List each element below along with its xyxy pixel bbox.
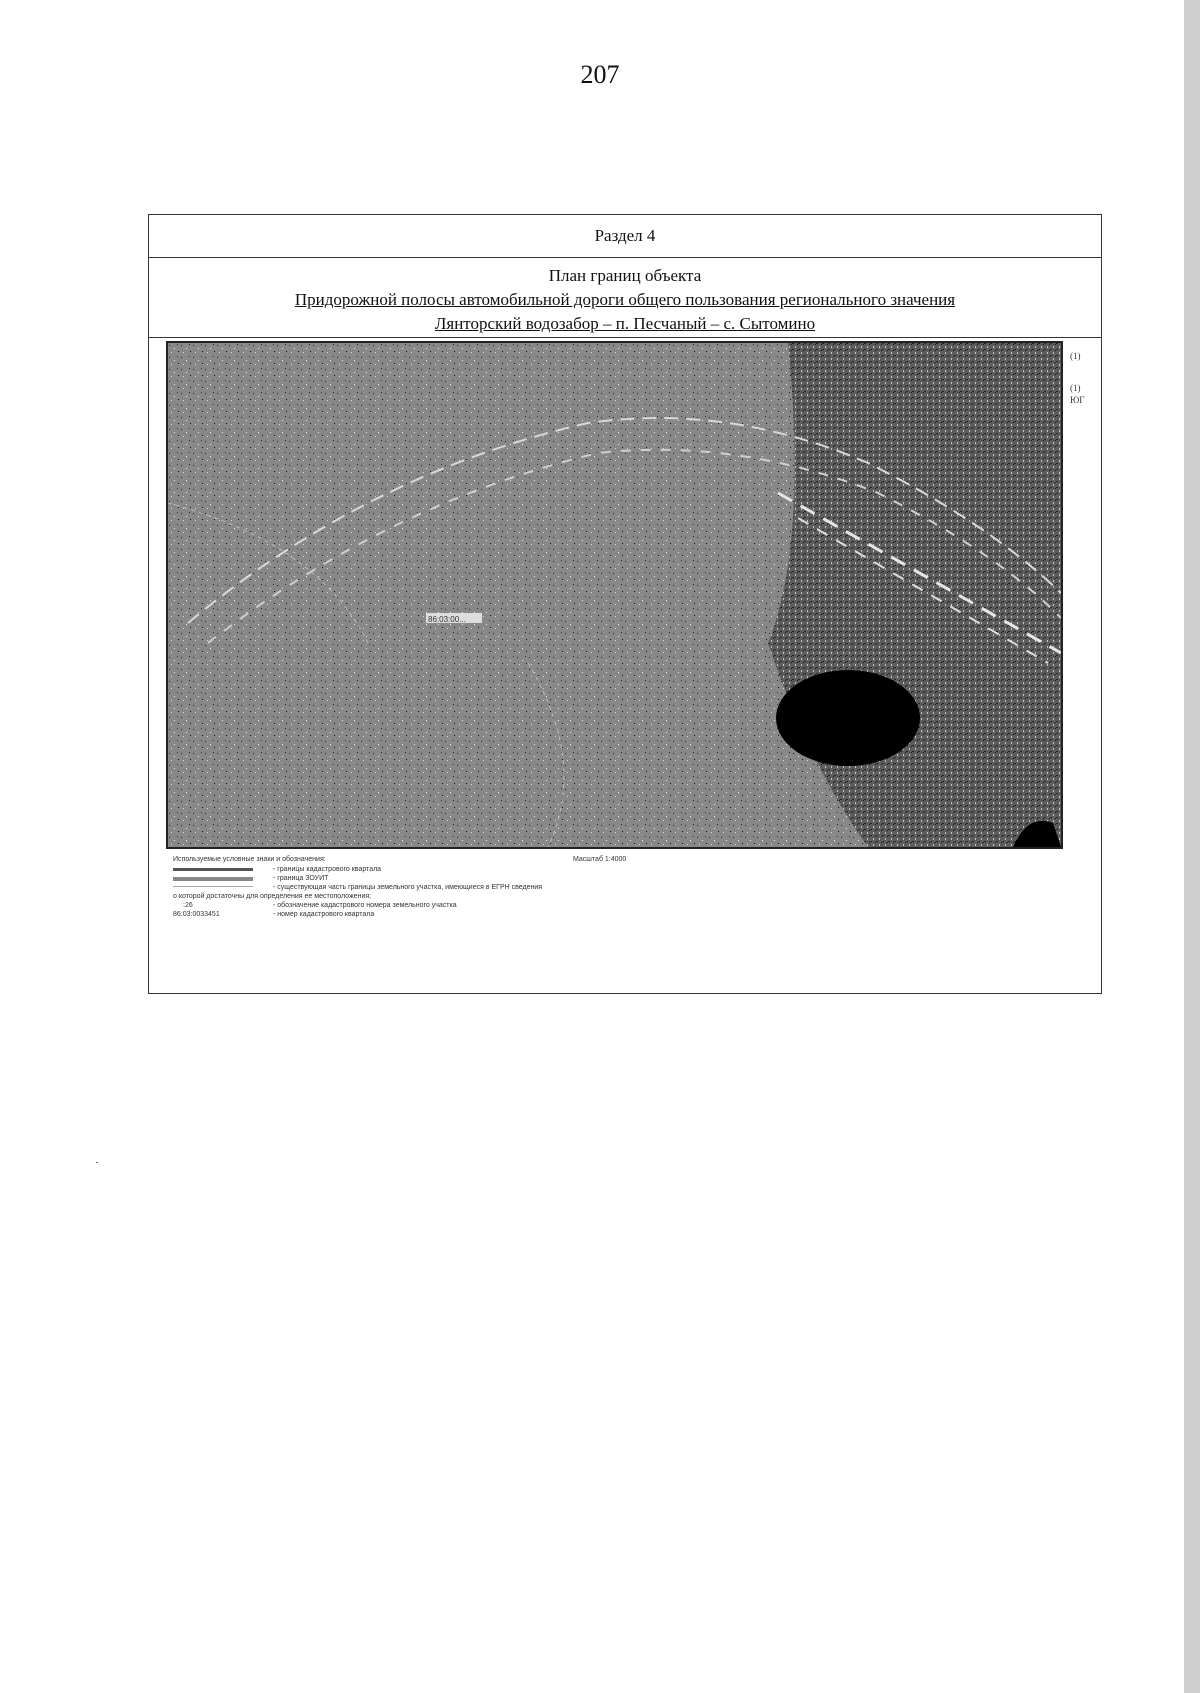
title-line-1: План границ объекта [548,266,702,285]
scan-artifact [96,1162,98,1163]
map-image [168,343,1061,847]
title-line-2: Придорожной полосы автомобильной дороги общего пользования регионального значения [294,290,956,309]
margin-mark: ЮГ [1070,395,1085,405]
legend-line-symbol [173,868,253,871]
scan-edge-bar [1184,0,1200,1693]
plan-frame [148,214,1102,994]
legend-item-text: о которой достаточны для определения ее местоположения; [173,893,372,900]
map-cadastral-label: 86:03:00... [428,615,466,624]
legend-scale: Масштаб 1:4000 [573,856,627,863]
legend-item-text: - границы кадастрового квартала [273,866,382,873]
legend-header: Используемые условные знаки и обозначения: [173,856,326,863]
legend-line-symbol [173,886,253,887]
legend-line-symbol [173,877,253,881]
section-heading: Раздел 4 [149,215,1101,258]
margin-marks [1070,350,1084,406]
legend-item-text: - существующая часть границы земельного участка, имеющиеся в ЕГРН сведения [273,884,543,891]
boundary-map [166,341,1063,849]
page-number: 207 [580,60,620,89]
legend-item-text: - обозначение кадастрового номера земельного участка [273,902,457,909]
title-line-3: Лянторский водозабор – п. Песчаный – с. Сытомино [434,314,816,333]
margin-mark: (1) [1070,383,1081,393]
legend-item-text: - номер кадастрового квартала [273,911,375,918]
legend-item-text: - граница ЗОУИТ [273,875,329,882]
legend-symbol-text: 86:03:0033451 [173,911,220,918]
margin-mark: (1) [1070,351,1081,361]
title-block [149,258,1101,338]
legend-symbol-text: :26 [183,902,193,909]
